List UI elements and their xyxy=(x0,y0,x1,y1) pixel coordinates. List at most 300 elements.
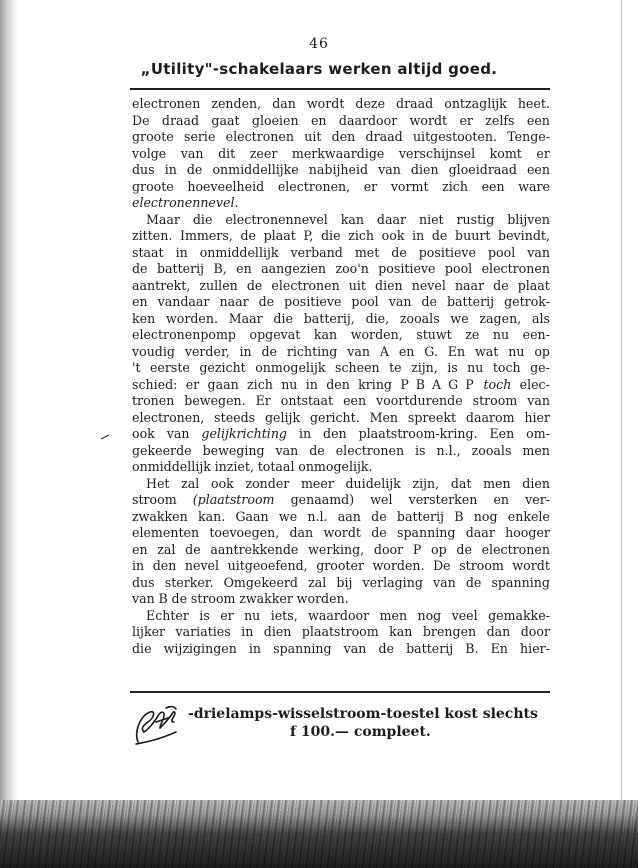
word: P xyxy=(412,541,422,557)
word: toevoegen, xyxy=(209,525,280,540)
word: worden, xyxy=(350,327,403,342)
word: in xyxy=(132,558,145,573)
text-line xyxy=(132,410,550,427)
word: batterij xyxy=(406,640,454,656)
word: zelfs xyxy=(485,112,515,128)
word: van xyxy=(275,442,299,458)
word: groote xyxy=(132,129,174,144)
word: wat xyxy=(474,343,499,359)
text-line xyxy=(132,96,550,113)
word: beweging xyxy=(202,442,265,458)
word: niet xyxy=(418,211,444,227)
text-line xyxy=(132,278,550,295)
word: aan xyxy=(337,508,361,524)
word: hier xyxy=(524,409,550,425)
word: pool xyxy=(351,294,379,309)
word: en xyxy=(236,261,252,276)
header-rule xyxy=(130,88,550,90)
word: kan xyxy=(340,211,364,227)
word: toch xyxy=(492,360,521,375)
word: Immers, xyxy=(180,228,233,243)
word: in xyxy=(412,228,425,243)
word: electronennevel. xyxy=(132,195,239,210)
word: ook xyxy=(381,228,405,243)
word: aantrekkende xyxy=(210,541,299,557)
word: den xyxy=(323,426,347,441)
word: ver- xyxy=(525,492,550,507)
word: in xyxy=(239,343,252,359)
word: van xyxy=(343,640,367,656)
word: electronen xyxy=(481,541,550,557)
word: B xyxy=(158,591,168,606)
word: aantrekt, xyxy=(132,277,191,293)
word: totaal xyxy=(257,459,295,474)
word: dan xyxy=(272,96,296,111)
word: De xyxy=(433,558,451,573)
word: in xyxy=(164,162,177,177)
word: wordt xyxy=(512,558,550,573)
word: kan xyxy=(313,327,338,342)
word: zooals xyxy=(471,442,512,458)
word: wordt xyxy=(323,525,361,540)
word: deze xyxy=(355,96,386,111)
word: n.l., xyxy=(436,442,461,458)
pencil-mark xyxy=(100,434,110,440)
word: batterij xyxy=(446,294,495,309)
text-line xyxy=(132,311,550,328)
word: ook xyxy=(210,475,234,491)
word: is xyxy=(199,607,210,623)
word: met xyxy=(354,244,380,260)
word: die xyxy=(273,310,293,326)
word: nu xyxy=(467,360,484,375)
word: vormt xyxy=(390,178,429,194)
text-line xyxy=(132,113,550,130)
word: naar xyxy=(219,294,249,309)
word: uitgeoefend, xyxy=(227,558,308,573)
word: pool xyxy=(487,244,516,260)
text-line xyxy=(132,558,550,575)
word: de xyxy=(171,591,188,606)
word: zagen, xyxy=(479,310,522,326)
word: duidelijk xyxy=(345,475,401,491)
word: een xyxy=(343,393,367,408)
word: P, xyxy=(303,228,314,243)
word: blijven xyxy=(507,211,550,227)
word: B, xyxy=(213,261,227,276)
word: de xyxy=(132,261,148,276)
word: hier- xyxy=(520,640,550,656)
word: A xyxy=(379,343,389,359)
word: zich xyxy=(442,178,468,194)
word: plaatstroom-kring. xyxy=(358,426,478,441)
word: draad xyxy=(396,96,434,111)
word: Een xyxy=(489,426,515,441)
word: een xyxy=(526,112,550,128)
word: nevel xyxy=(411,277,446,293)
word: de xyxy=(391,244,407,260)
word: van xyxy=(433,574,456,590)
word: men xyxy=(379,607,408,623)
text-line xyxy=(132,294,550,311)
word: volge xyxy=(132,145,167,161)
text-line xyxy=(132,641,550,658)
ad-line-2: f 100.— compleet. xyxy=(290,724,431,740)
word: zullen xyxy=(199,277,238,293)
word: gelijk xyxy=(264,409,301,425)
word: zenden, xyxy=(211,96,262,111)
page-edge-line xyxy=(621,0,622,800)
word: elementen xyxy=(132,525,200,540)
word: plaatstroom xyxy=(301,624,379,639)
word: zoo'n xyxy=(335,261,369,276)
word: en xyxy=(398,343,415,359)
word: wel xyxy=(370,492,393,507)
word: naar xyxy=(454,277,485,293)
word: dien xyxy=(263,624,292,639)
word: groote xyxy=(132,178,174,194)
word: wordt xyxy=(409,112,448,128)
word: gaat xyxy=(211,112,240,128)
word: scheen xyxy=(334,360,380,375)
word: genaamd) xyxy=(290,492,355,507)
word: van xyxy=(347,343,370,359)
page-number: 46 xyxy=(309,36,329,52)
word: grooter xyxy=(316,558,364,573)
word: om- xyxy=(526,426,550,441)
word: ze xyxy=(465,327,480,342)
word: uit xyxy=(348,277,366,293)
word: brengen xyxy=(422,624,477,639)
word: toch xyxy=(483,376,512,392)
word: gericht. xyxy=(309,409,360,425)
word: gekeerde xyxy=(132,442,192,458)
word: verlaging xyxy=(362,574,423,590)
word: de xyxy=(261,343,277,359)
word: Het xyxy=(146,475,170,491)
word: er xyxy=(220,607,234,623)
word: electronen, xyxy=(132,409,205,425)
word: plaat xyxy=(263,228,296,243)
word: zal xyxy=(308,574,327,590)
word: daar xyxy=(376,211,407,227)
word: onmiddellijk xyxy=(199,244,279,260)
word: lijker xyxy=(132,624,166,639)
text-line xyxy=(132,179,550,196)
ad-line-1: -drielamps-wisselstroom-toestel kost slechts xyxy=(188,706,538,722)
word: electronen xyxy=(225,129,294,144)
word: we xyxy=(450,310,469,326)
word: in xyxy=(305,376,318,392)
word: kan xyxy=(389,624,413,639)
word: stuwt xyxy=(416,327,452,342)
text-line xyxy=(132,195,550,212)
text-line xyxy=(132,426,550,443)
advertisement xyxy=(130,700,550,750)
word: electronen, xyxy=(277,178,351,194)
word: we xyxy=(278,508,298,524)
word: de xyxy=(421,294,437,309)
word: komt xyxy=(489,145,522,161)
word: zwakker xyxy=(239,591,293,606)
word: zwakken xyxy=(132,508,188,524)
word: steeds xyxy=(214,409,256,425)
word: P B A G P xyxy=(400,376,476,392)
word: getrok- xyxy=(504,294,550,309)
word: gloeidraad xyxy=(448,162,517,177)
word: een xyxy=(481,178,505,194)
word: van xyxy=(378,162,401,177)
text-line xyxy=(132,509,550,526)
word: zooals xyxy=(399,310,440,326)
text-line xyxy=(132,245,550,262)
text-line xyxy=(132,591,550,608)
word: zal xyxy=(181,475,200,491)
word: Echter xyxy=(146,607,189,623)
word: die xyxy=(132,640,152,656)
word: dan xyxy=(486,624,511,639)
word: buurt xyxy=(455,228,491,243)
word: B. xyxy=(465,640,479,656)
word: nog xyxy=(473,508,498,524)
word: Maar xyxy=(146,211,180,227)
word: electronen xyxy=(481,261,550,276)
body-text xyxy=(132,96,550,657)
word: hooger xyxy=(505,525,550,540)
text-line xyxy=(132,476,550,493)
word: ken xyxy=(132,310,156,326)
page-binding-shadow xyxy=(0,0,18,868)
word: nabijheid xyxy=(308,162,369,177)
word: plaat xyxy=(517,277,550,293)
word: op xyxy=(534,343,550,359)
text-line xyxy=(132,525,550,542)
word: er xyxy=(536,145,550,161)
word: zich xyxy=(247,376,273,392)
word: draad xyxy=(365,129,403,144)
word: richting xyxy=(286,343,338,359)
word: electronennevel xyxy=(225,211,328,227)
word: daarom xyxy=(465,409,515,425)
word: worden. xyxy=(165,310,218,326)
word: de xyxy=(378,640,394,656)
text-line xyxy=(132,162,550,179)
word: uitgestooten. xyxy=(412,129,497,144)
word: De xyxy=(132,112,150,128)
word: den xyxy=(326,376,350,392)
word: schied: xyxy=(132,376,178,392)
word: de xyxy=(240,228,256,243)
word: de xyxy=(371,525,387,540)
word: men xyxy=(483,475,511,491)
word: electronen xyxy=(335,442,405,458)
running-head: „Utility"-schakelaars werken altijd goed. xyxy=(140,60,498,78)
word: sterker. xyxy=(164,574,214,590)
text-line xyxy=(132,575,550,592)
word: spanning xyxy=(491,574,550,590)
word: heet. xyxy=(517,96,550,111)
word: zeer xyxy=(249,145,278,161)
word: En xyxy=(490,640,508,656)
word: de xyxy=(456,541,472,557)
word: voudig xyxy=(132,343,175,359)
word: de xyxy=(371,508,387,524)
word: onmogelijk. xyxy=(298,459,373,474)
word: worden. xyxy=(372,558,425,573)
word: van xyxy=(166,426,190,441)
word: electronen xyxy=(271,277,340,293)
word: is xyxy=(415,442,426,458)
word: de xyxy=(246,277,263,293)
text-line xyxy=(132,393,550,410)
word: veel xyxy=(451,607,478,623)
word: stroom xyxy=(190,591,236,606)
word: er xyxy=(185,376,200,392)
word: gelijkrichting xyxy=(201,426,287,441)
word: Men xyxy=(369,409,399,425)
word: versterken xyxy=(408,492,478,507)
word: rustig xyxy=(456,211,495,227)
word: bij xyxy=(336,574,353,590)
text-line xyxy=(132,492,550,509)
text-line xyxy=(132,624,550,641)
word: door xyxy=(520,624,550,639)
word: vandaar xyxy=(157,294,210,309)
word: men xyxy=(522,442,550,458)
word: zijn, xyxy=(411,360,438,375)
word: die xyxy=(192,211,213,227)
word: ook xyxy=(132,426,155,441)
page-bottom-shadow xyxy=(0,800,638,868)
word: eerste xyxy=(149,360,190,375)
word: van xyxy=(527,244,550,260)
word: onmiddellijke xyxy=(212,162,299,177)
word: opgevat xyxy=(249,327,301,342)
word: gaan xyxy=(207,376,239,392)
word: aangezien xyxy=(261,261,327,276)
word: op xyxy=(431,541,447,557)
word: inziet, xyxy=(214,459,254,474)
word: bevindt, xyxy=(498,228,550,243)
text-line xyxy=(132,443,550,460)
word: en xyxy=(310,112,327,128)
word: er xyxy=(363,178,378,194)
word: G. xyxy=(424,343,438,359)
word: den xyxy=(331,129,356,144)
word: enkele xyxy=(507,508,550,524)
word: daardoor xyxy=(338,112,398,128)
word: batterij xyxy=(396,508,445,524)
word: draad xyxy=(161,112,200,128)
word: zonder xyxy=(245,475,290,491)
word: de xyxy=(493,277,509,293)
word: verder, xyxy=(184,343,230,359)
text-line xyxy=(132,212,550,229)
word: positieve xyxy=(378,261,436,276)
word: de xyxy=(258,294,275,309)
word: van xyxy=(132,591,155,606)
word: positieve xyxy=(284,294,342,309)
word: en xyxy=(132,294,148,309)
word: zitten. xyxy=(132,228,173,243)
word: kring xyxy=(358,376,392,392)
word: 't xyxy=(132,360,141,375)
word: den xyxy=(152,558,177,573)
word: daar xyxy=(465,525,495,540)
word: uit xyxy=(304,129,322,144)
word: de xyxy=(431,228,448,243)
word: batterij, xyxy=(303,310,355,326)
word: een xyxy=(526,162,550,177)
word: zich xyxy=(348,228,375,243)
word: elec- xyxy=(519,376,550,392)
word: van xyxy=(527,393,550,408)
text-line xyxy=(132,459,550,476)
word: voortdurende xyxy=(376,393,463,408)
word: dien xyxy=(522,475,550,491)
word: worden. xyxy=(296,591,349,606)
word: als xyxy=(531,310,550,326)
word: Maar xyxy=(228,310,263,326)
word: de xyxy=(309,442,325,458)
word: de xyxy=(186,162,203,177)
word: in xyxy=(241,624,254,639)
word: Tenge- xyxy=(507,129,550,144)
word: B xyxy=(454,508,464,524)
word: (plaatstroom xyxy=(192,492,275,507)
word: zal xyxy=(157,541,176,557)
word: spreekt xyxy=(407,409,457,425)
text-line xyxy=(132,261,550,278)
word: nevel xyxy=(184,558,220,573)
word: nog xyxy=(417,607,442,623)
word: nu xyxy=(508,343,525,359)
word: ontzaglijk xyxy=(444,96,507,111)
word: werking, xyxy=(308,541,365,557)
word: stroom xyxy=(459,558,504,573)
word: wijzigingen xyxy=(163,640,237,656)
word: waardoor xyxy=(308,607,370,623)
word: positieve xyxy=(418,244,476,260)
footer-rule xyxy=(130,691,550,693)
word: iets, xyxy=(270,607,298,623)
word: nu xyxy=(281,376,298,392)
word: in xyxy=(248,640,262,656)
word: stroom xyxy=(472,393,518,408)
word: En xyxy=(447,343,466,359)
word: kan. xyxy=(197,508,226,524)
word: die xyxy=(321,228,341,243)
word: stroom xyxy=(132,492,177,507)
word: gloeien xyxy=(251,112,299,128)
word: van xyxy=(180,145,204,161)
word: de xyxy=(465,574,482,590)
word: van xyxy=(388,294,412,309)
text-line xyxy=(132,228,550,245)
word: electronen xyxy=(132,96,201,111)
word: verband xyxy=(290,244,343,260)
word: tronen xyxy=(132,393,175,408)
word: merkwaardige xyxy=(291,145,385,161)
etaben-logo xyxy=(130,702,180,748)
word: hoeveelheid xyxy=(187,178,265,194)
word: spanning xyxy=(397,525,456,540)
word: Omgekeerd xyxy=(223,574,298,590)
word: variaties xyxy=(175,624,231,639)
word: ware xyxy=(518,178,550,194)
word: dien xyxy=(375,277,403,293)
text-line xyxy=(132,608,550,625)
